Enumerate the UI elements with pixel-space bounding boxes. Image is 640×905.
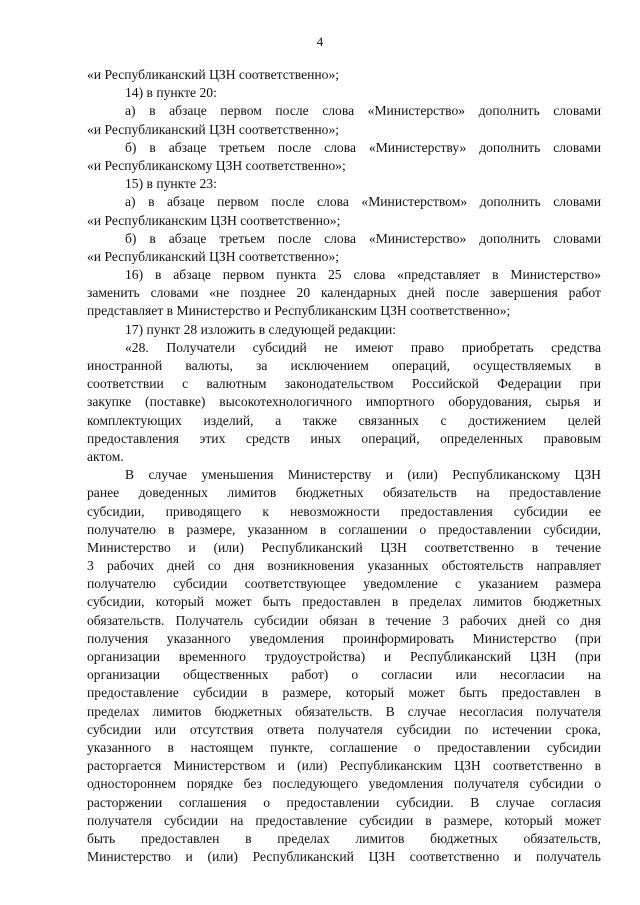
text-line: 14) в пункте 20: (125, 85, 217, 101)
text-line: а) в абзаце первом после слова «Министерством» дополнить словами (125, 194, 601, 210)
text-line: «28. Получатели субсидий не имеют право приобретать средства (125, 339, 601, 355)
text-line: быть предоставлен в пределах лимитов бюджетных обязательств, (87, 830, 601, 846)
text-line: 17) пункт 28 изложить в следующей редакции: (125, 321, 397, 337)
text-line: «и Республиканский ЦЗН соответственно»; (87, 248, 340, 264)
text-line: 15) в пункте 23: (125, 176, 217, 192)
document-body (87, 66, 601, 866)
text-line: иностранной валюты, за исключением операций, осуществляемых в (87, 358, 601, 373)
text-line: комплектующих изделий, а также связанных с достижением целей (87, 412, 601, 428)
text-line: актом. (87, 448, 124, 464)
text-line: «и Республиканскому ЦЗН соответственно»; (87, 157, 346, 173)
text-line: закупке (поставке) высокотехнологичного импортного оборудования, сырья и (87, 394, 601, 410)
text-line: субсидии, приводящего к невозможности предоставления субсидии ее (87, 503, 601, 519)
text-line: получателя субсидии на предоставление субсидии в размере, который может (87, 812, 601, 828)
text-line: 3 рабочих дней со дня возникновения указанных обстоятельств направляет (87, 558, 601, 574)
page-number: 4 (316, 34, 324, 49)
text-line: обязательств. Получатель субсидии обязан в течение 3 рабочих дней со дня (87, 612, 601, 628)
text-line: 16) в абзаце первом пункта 25 слова «представляет в Министерство» (125, 267, 601, 283)
text-line: В случае уменьшения Министерству и (или) Республиканскому ЦЗН (125, 467, 601, 483)
text-line: Министерство и (или) Республиканский ЦЗН соответственно и получатель (87, 849, 601, 865)
text-line: расторжении соглашения о предоставлении субсидии. В случае согласия (87, 794, 601, 810)
text-line: б) в абзаце третьем после слова «Министерству» дополнить словами (125, 139, 601, 155)
text-line: предоставления этих средств иных операций, определенных правовым (87, 430, 601, 446)
text-line: б) в абзаце третьем после слова «Министерство» дополнить словами (125, 230, 601, 246)
text-line: получения указанного уведомления проинформировать Министерство (при (87, 630, 601, 646)
text-line: субсидии, который может быть предоставлен в пределах лимитов бюджетных (87, 594, 601, 610)
text-line: «и Республиканский ЦЗН соответственно»; (87, 67, 340, 82)
text-line: организации общественных работ) о согласии или несогласии на (87, 667, 601, 683)
text-line: расторгается Министерством и (или) Республиканским ЦЗН соответственно в (87, 758, 601, 774)
text-line: «и Республиканский ЦЗН соответственно»; (87, 121, 340, 137)
text-line: получателю в размере, указанном в соглашении о предоставлении субсидии, (87, 521, 601, 537)
text-line: а) в абзаце первом после слова «Министерство» дополнить словами (125, 103, 601, 119)
text-line: субсидии или отсутствия ответа получателя субсидии по истечении срока, (87, 721, 601, 737)
text-line: получателю субсидии соответствующее уведомление с указанием размера (87, 576, 601, 592)
text-line: предоставление субсидии в размере, который может быть предоставлен в (87, 685, 601, 701)
text-line: соответствии с валютным законодательством Российской Федерации при (87, 376, 601, 392)
text-line: ранее доведенных лимитов бюджетных обязательств на предоставление (87, 485, 601, 501)
text-line: организации временного трудоустройства) и Республиканский ЦЗН (при (87, 649, 601, 664)
text-line: одностороннем порядке без последующего уведомления получателя субсидии о (87, 776, 601, 792)
text-line: заменить словами «не позднее 20 календарных дней после завершения работ (87, 285, 601, 301)
text-line: пределах лимитов бюджетных обязательств. В случае несогласия получателя (87, 703, 601, 719)
text-line: указанного в настоящем пункте, соглашение о предоставлении субсидии (87, 739, 601, 755)
text-line: представляет в Министерство и Республиканским ЦЗН соответственно»; (87, 303, 511, 319)
text-line: «и Республиканским ЦЗН соответственно»; (87, 212, 341, 228)
text-line: Министерство и (или) Республиканский ЦЗН соответственно в течение (87, 539, 601, 555)
